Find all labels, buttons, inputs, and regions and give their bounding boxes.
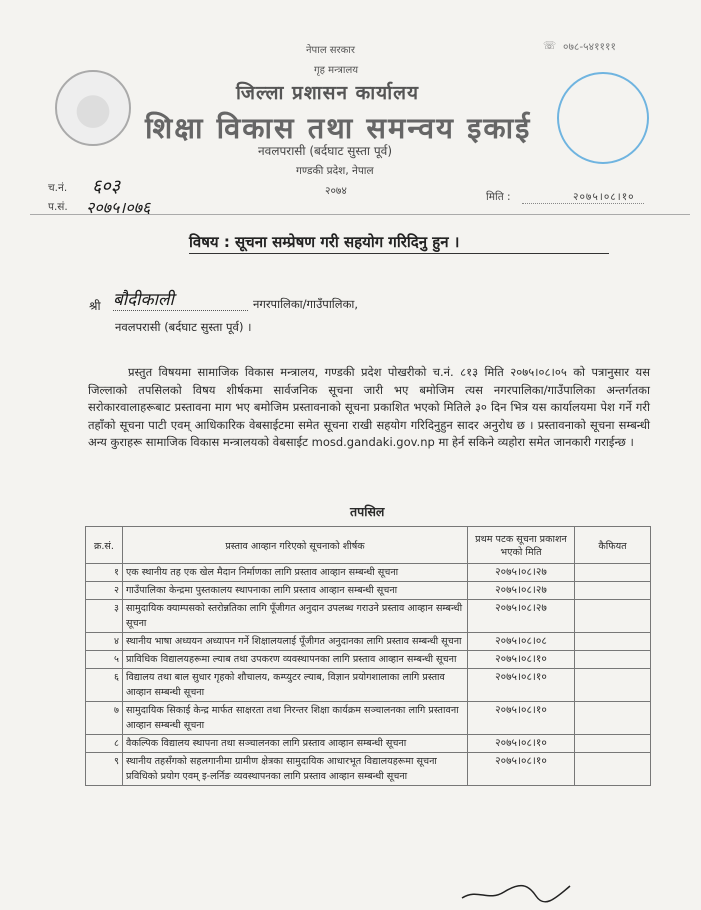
row-date: २०७५।०८।१० [468, 753, 575, 786]
subject-line: विषय : सूचना सम्प्रेषण गरी सहयोग गरिदिनु हुन । [189, 232, 609, 254]
letter-date: २०७५।०८।१० [573, 191, 635, 203]
row-date: २०७५।०८।२७ [468, 564, 575, 582]
row-remarks [575, 669, 651, 702]
row-remarks [575, 564, 651, 582]
row-title: स्थानीय भाषा अध्ययन अध्यापन गर्ने शिक्षालयलाई पूँजीगत अनुदानका लागि प्रस्ताव सम्बन्धी सूचना [123, 633, 468, 651]
header-divider [30, 214, 690, 215]
table-row [86, 633, 651, 651]
row-remarks [575, 582, 651, 600]
country-government: नेपाल सरकार [306, 45, 355, 56]
province-name: गण्डकी प्रदेश, नेपाल [296, 165, 374, 177]
table-row [86, 582, 651, 600]
row-date: २०७५।०८।१० [468, 669, 575, 702]
recipient-line1: नगरपालिका/गाउँपालिका, [253, 297, 359, 311]
phone-number: ०७८-५४११११ [563, 41, 616, 53]
chalani-label: च.नं. [48, 182, 68, 194]
row-remarks [575, 651, 651, 669]
row-title: प्राविधिक विद्यालयहरूमा ल्याब तथा उपकरण व्यवस्थापनका लागि प्रस्ताव आव्हान सम्बन्धी सूचना [123, 651, 468, 669]
row-date: २०७५।०८।१० [468, 702, 575, 735]
patra-number: २०७५।०७६ [86, 198, 151, 217]
row-remarks [575, 600, 651, 633]
row-title: सामुदायिक सिकाई केन्द्र मार्फत साक्षरता तथा निरन्तर शिक्षा कार्यक्रम सञ्चालनका लागि प्रस्तावना आव्हान सम्बन्धी सूचना [123, 702, 468, 735]
patra-label: प.सं. [48, 201, 68, 213]
row-date: २०७५।०८।२७ [468, 600, 575, 633]
ministry-name: गृह मन्त्रालय [314, 65, 359, 76]
row-sn: २ [86, 582, 123, 600]
row-remarks [575, 753, 651, 786]
body-paragraph: प्रस्तुत विषयमा सामाजिक विकास मन्त्रालय, गण्डकी प्रदेश पोखरीको च.नं. ८१३ मिति २०७५।०८।०५ को पत्रानुसार यस जिल्लाको तपसिलको विषय शीर्षकमा सार्वजनिक सूचना जारी भए बमोजिम त्यस नगरपालिका/गाउँपालिका अन्तर्गतका सरोकारवालाहरूबाट प्रस्तावना माग भए बमोजिम प्रस्तावनाको सूचना प्रकाशित भएको मितिले ३० दिन भित्र यस कार्यालयमा पेश गर्ने गरी तहाँको सूचना पाटी एवम् आधिकारिक वेबसाईटमा समेत सूचना राखी सहयोग गरिदिनुहुन सादर अनुरोध छ । प्रस्तावनाको सूचना सम्बन्धी अन्य कुराहरू सामाजिक विकास मन्त्रालयको वेबसाईट mosd.gandaki.gov.np मा हेर्न सकिने व्यहोरा समेत जानकारी गराईन्छ । [88, 365, 650, 450]
row-sn: ३ [86, 600, 123, 633]
row-sn: ८ [86, 735, 123, 753]
table-row [86, 735, 651, 753]
row-date: २०७५।०८।१० [468, 651, 575, 669]
row-title: एक स्थानीय तह एक खेल मैदान निर्माणका लागि प्रस्ताव आव्हान सम्बन्धी सूचना [123, 564, 468, 582]
header-date: प्रथम पटक सूचना प्रकाशन भएको मिति [468, 527, 575, 564]
row-sn: ७ [86, 702, 123, 735]
notice-table [85, 526, 651, 786]
table-row [86, 651, 651, 669]
table-title: तपसिल [350, 504, 385, 519]
table-row [86, 702, 651, 735]
chalani-number: ६०३ [92, 176, 121, 197]
row-remarks [575, 633, 651, 651]
office-stamp-icon [557, 72, 649, 164]
row-sn: ४ [86, 633, 123, 651]
table-row [86, 564, 651, 582]
table-row [86, 669, 651, 702]
unit-name: शिक्षा विकास तथा समन्वय इकाई [145, 111, 532, 145]
row-date: २०७५।०८।०८ [468, 633, 575, 651]
row-title: सामुदायिक क्याम्पसको स्तरोन्नतिका लागि पूँजीगत अनुदान उपलब्ध गराउने प्रस्ताव आव्हान सम्बन्धी सूचना [123, 600, 468, 633]
row-sn: १ [86, 564, 123, 582]
table-row [86, 753, 651, 786]
row-title: स्थानीय तहसँगको सहलगानीमा ग्रामीण क्षेत्रका सामुदायिक आधारभूत विद्यालयहरूमा सूचना प्रविधिको प्रयोग एवम् इ-लर्निङ व्यवस्थापनका लागि प्रस्ताव आव्हान सम्बन्धी सूचना [123, 753, 468, 786]
district-name: नवलपरासी (बर्दघाट सुस्ता पूर्व) [258, 144, 393, 158]
row-title: गाउँपालिका केन्द्रमा पुस्तकालय स्थापनाका लागि प्रस्ताव आव्हान सम्बन्धी सूचना [123, 582, 468, 600]
header-title: प्रस्ताव आव्हान गरिएको सूचनाको शीर्षक [123, 527, 468, 564]
recipient-line2: नवलपरासी (बर्दघाट सुस्ता पूर्व) । [115, 320, 252, 334]
row-sn: ९ [86, 753, 123, 786]
date-label: मिति : [486, 191, 511, 203]
date-underline [522, 203, 644, 204]
row-sn: ६ [86, 669, 123, 702]
row-title: विद्यालय तथा बाल सुधार गृहको शौचालय, कम्प्युटर ल्याब, विज्ञान प्रयोगशालाका लागि प्रस्ताव आव्हान सम्बन्धी सूचना [123, 669, 468, 702]
office-name: जिल्ला प्रशासन कार्यालय [236, 82, 420, 104]
row-date: २०७५।०८।१० [468, 735, 575, 753]
header-remarks: कैफियत [575, 527, 651, 564]
signature-mark [458, 878, 578, 908]
table-row [86, 600, 651, 633]
header-year: २०७४ [325, 185, 347, 197]
table-header-row [86, 527, 651, 564]
row-date: २०७५।०८।२७ [468, 582, 575, 600]
recipient-handwritten: बौदीकाली [113, 287, 248, 311]
recipient-prefix: श्री [89, 299, 101, 313]
government-emblem-icon [55, 70, 131, 146]
header-sn: क्र.सं. [86, 527, 123, 564]
row-sn: ५ [86, 651, 123, 669]
row-remarks [575, 702, 651, 735]
row-title: वैकल्पिक विद्यालय स्थापना तथा सञ्चालनका लागि प्रस्ताव आव्हान सम्बन्धी सूचना [123, 735, 468, 753]
row-remarks [575, 735, 651, 753]
phone-icon: ☏ [543, 40, 557, 52]
